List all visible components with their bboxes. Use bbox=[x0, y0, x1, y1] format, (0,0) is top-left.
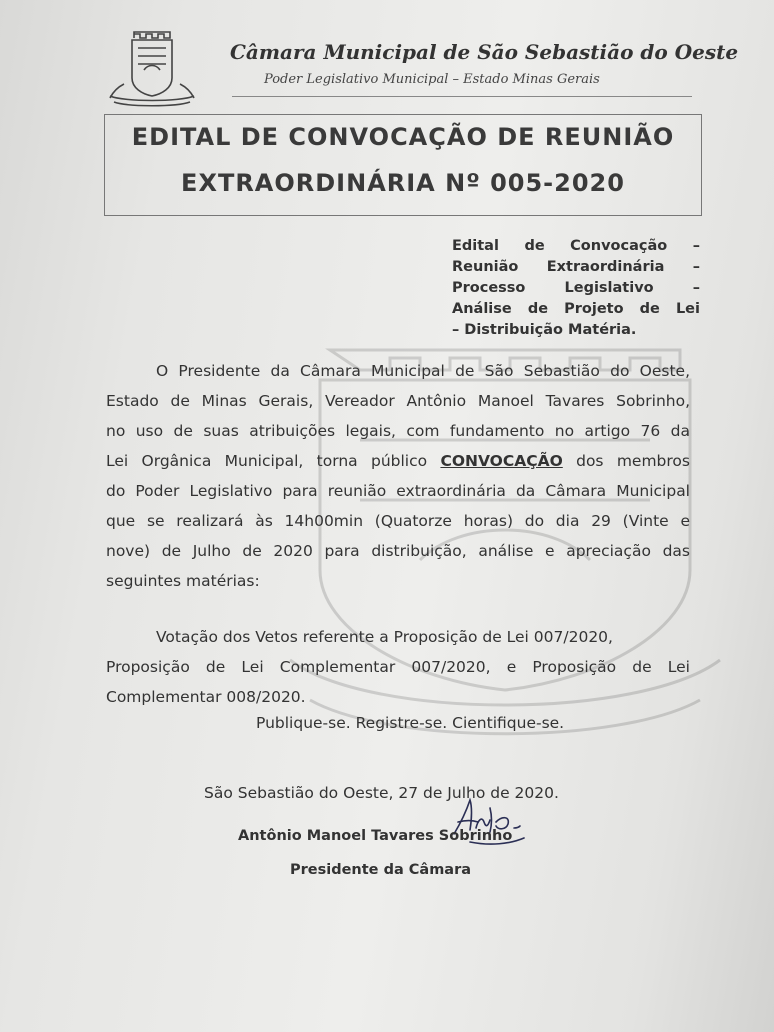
signatory-name: Antônio Manoel Tavares Sobrinho bbox=[238, 828, 513, 844]
summary-line: Análise de Projeto de Lei bbox=[452, 301, 700, 317]
paragraph-line: Complementar 008/2020. bbox=[106, 688, 306, 706]
summary-line: Processo Legislativo – bbox=[452, 280, 700, 296]
summary-line: – Distribuição Matéria. bbox=[452, 322, 637, 338]
paragraph-line bbox=[106, 446, 690, 476]
paragraph-text: dos membros bbox=[562, 452, 690, 470]
paragraph-line: O Presidente da Câmara Municipal de São Sebastião do Oeste, bbox=[156, 362, 690, 380]
summary-line: Reunião Extraordinária – bbox=[452, 259, 700, 275]
institution-name: Câmara Municipal de São Sebastião do Oeste bbox=[230, 40, 739, 64]
paragraph-text: Lei Orgânica Municipal, torna público bbox=[106, 452, 441, 470]
coat-of-arms-icon bbox=[104, 26, 200, 110]
paragraph-line: Proposição de Lei Complementar 007/2020, e Proposição de Lei bbox=[106, 658, 690, 676]
convocation-emphasis: CONVOCAÇÃO bbox=[440, 452, 563, 470]
publication-notice: Publique-se. Registre-se. Cientifique-se. bbox=[256, 714, 565, 732]
paragraph-line: que se realizará às 14h00min (Quatorze horas) do dia 29 (Vinte e bbox=[106, 512, 690, 530]
document-title-box bbox=[104, 114, 702, 216]
paragraph-line: seguintes matérias: bbox=[106, 572, 260, 590]
summary-line: Edital de Convocação – bbox=[452, 238, 700, 254]
header-divider bbox=[232, 96, 692, 97]
place-and-date: São Sebastião do Oeste, 27 de Julho de 2020. bbox=[204, 784, 559, 802]
paragraph-line: nove) de Julho de 2020 para distribuição, análise e apreciação das bbox=[106, 542, 690, 560]
institution-subtitle: Poder Legislativo Municipal – Estado Minas Gerais bbox=[264, 72, 600, 87]
document-title-line1: EDITAL DE CONVOCAÇÃO DE REUNIÃO bbox=[131, 123, 675, 151]
agenda-paragraph bbox=[106, 622, 690, 712]
signatory-role: Presidente da Câmara bbox=[290, 862, 472, 878]
paragraph-line: Estado de Minas Gerais, Vereador Antônio Manoel Tavares Sobrinho, bbox=[106, 392, 690, 410]
paragraph-line: no uso de suas atribuições legais, com fundamento no artigo 76 da bbox=[106, 422, 690, 440]
convocation-paragraph bbox=[106, 356, 690, 596]
document-title-line2: EXTRAORDINÁRIA Nº 005-2020 bbox=[181, 169, 625, 197]
document-summary bbox=[452, 236, 700, 341]
paragraph-line: Votação dos Vetos referente a Proposição de Lei 007/2020, bbox=[156, 628, 613, 646]
paragraph-line: do Poder Legislativo para reunião extraordinária da Câmara Municipal bbox=[106, 482, 690, 500]
